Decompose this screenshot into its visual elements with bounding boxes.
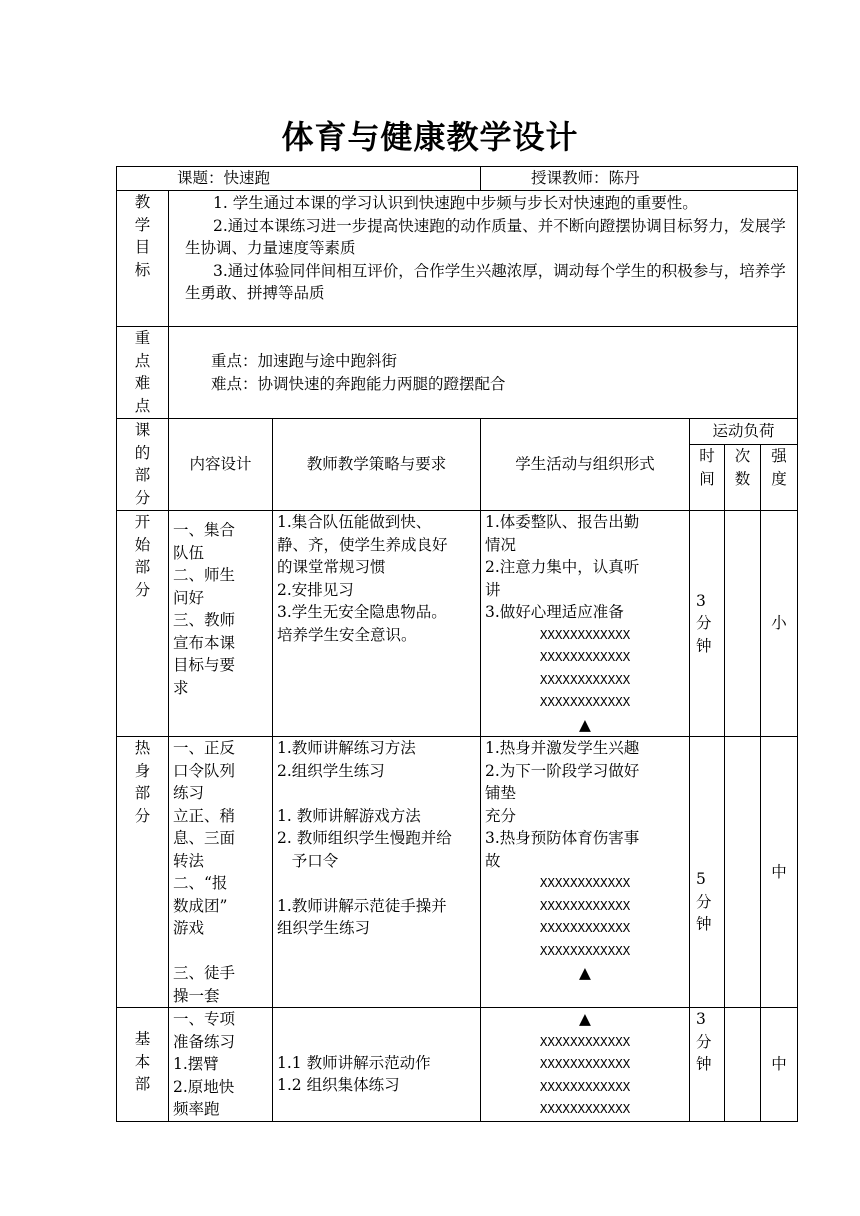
section-teacher: 1.集合队伍能做到快、 静、齐，使学生养成良好 的课堂常规习惯 2.安排见习 3.学生无安全隐患物品。 培养学生安全意识。: [273, 511, 481, 737]
formation-row: XXXXXXXXXXXX: [539, 694, 631, 709]
section-row-start: [117, 511, 798, 737]
section-teacher: 1.1 教师讲解示范动作 1.2 组织集体练习: [273, 1008, 481, 1122]
section-count: [725, 737, 761, 1008]
col-time: 时 间: [690, 445, 725, 511]
formation-row: XXXXXXXXXXXX: [539, 649, 631, 664]
section-student: [481, 511, 690, 737]
lesson-plan-table: [116, 166, 798, 1122]
section-intensity: 中: [761, 737, 798, 1008]
col-count: 次 数: [725, 445, 761, 511]
difficult-point: 难点：协调快速的奔跑能力两腿的蹬摆配合: [211, 374, 506, 393]
section-name: 开 始 部 分: [117, 511, 169, 737]
spacer: [277, 782, 476, 805]
section-content: 一、集合 队伍 二、师生 问好 三、教师 宣布本课 目标与要 求: [169, 511, 273, 737]
spacer: [277, 872, 476, 895]
objectives-row: [117, 191, 798, 327]
col-section: 课 的 部 分: [117, 419, 169, 511]
section-row-basic: [117, 1008, 798, 1122]
teacher-item: 2. 教师组织学生慢跑并给 予口令: [277, 829, 452, 870]
formation-row: XXXXXXXXXXXX: [539, 626, 631, 642]
key-point: 重点：加速跑与途中跑斜街: [211, 352, 398, 370]
section-name: 热 身 部 分: [117, 737, 169, 1008]
col-student: 学生活动与组织形式: [481, 419, 690, 511]
student-activity: 1.体委整队、报告出勤 情况 2.注意力集中，认真听 讲 3.做好心理适应准备: [485, 513, 640, 621]
section-count: [725, 1008, 761, 1122]
section-time: 5 分 钟: [690, 737, 725, 1008]
document-title: 体育与健康教学设计: [281, 118, 579, 156]
objective-item: 2.通过本课练习进一步提高快速跑的动作质量、并不断向蹬摆协调目标努力，发展学生协调、力量速度等素质: [185, 216, 786, 257]
objective-item: 1. 学生通过本课的学习认识到快速跑中步频与步长对快速跑的重要性。: [213, 194, 698, 212]
key-points-label: 重 点 难 点: [117, 327, 169, 419]
student-activity: 1.热身并激发学生兴趣 2.为下一阶段学习做好 铺垫 充分 3.热身预防体育伤害事 故: [485, 739, 640, 870]
section-intensity: 中: [761, 1008, 798, 1122]
teacher-position-icon: ▲: [579, 964, 591, 982]
formation-row: XXXXXXXXXXXX: [539, 1078, 631, 1094]
formation-row: XXXXXXXXXXXX: [539, 1056, 631, 1071]
teacher-item: 2.组织学生练习: [277, 761, 385, 780]
section-count: [725, 511, 761, 737]
section-student: [481, 737, 690, 1008]
section-time: 3 分 钟: [690, 1008, 725, 1122]
section-teacher: [273, 737, 481, 1008]
teacher-item: 1.教师讲解练习方法: [277, 739, 416, 757]
formation-row: XXXXXXXXXXXX: [539, 1101, 631, 1116]
column-header-row: [117, 419, 798, 445]
formation-row: XXXXXXXXXXXX: [539, 897, 631, 913]
col-load: 运动负荷: [690, 419, 798, 445]
section-content: 一、专项 准备练习 1.摆臂 2.原地快 频率跑: [169, 1008, 273, 1122]
objectives-body: [169, 191, 798, 327]
objectives-label: 教 学 目 标: [117, 191, 169, 327]
formation-row: XXXXXXXXXXXX: [539, 671, 631, 687]
formation-row: XXXXXXXXXXXX: [539, 920, 631, 935]
col-content: 内容设计: [169, 419, 273, 511]
objective-item: 3.通过体验同伴间相互评价，合作学生兴趣浓厚，调动每个学生的积极参与，培养学生勇敢、拼搏等品质: [185, 261, 786, 302]
formation-row: XXXXXXXXXXXX: [539, 875, 631, 890]
section-content: 一、正反 口令队列 练习 立正、稍 息、三面 转法 二、“报 数成团” 游戏 三、徒手 操一套: [169, 737, 273, 1008]
teacher-item: 1. 教师讲解游戏方法: [277, 806, 421, 825]
key-points-row: [117, 327, 798, 419]
formation-row: XXXXXXXXXXXX: [539, 1033, 631, 1049]
section-time: 3 分 钟: [690, 511, 725, 737]
col-intensity: 强 度: [761, 445, 798, 511]
lesson-teacher: 授课教师：陈丹: [481, 167, 798, 191]
section-row-warmup: [117, 737, 798, 1008]
teacher-position-icon: ▲: [579, 715, 591, 734]
section-student: [481, 1008, 690, 1122]
section-name: 基 本 部: [117, 1008, 169, 1122]
teacher-position-icon: ▲: [579, 1010, 591, 1028]
header-row: [117, 167, 798, 191]
formation-row: XXXXXXXXXXXX: [539, 942, 631, 958]
key-points-body: [169, 327, 798, 419]
col-teacher: 教师教学策略与要求: [273, 419, 481, 511]
section-intensity: 小: [761, 511, 798, 737]
lesson-topic: 课题：快速跑: [117, 167, 481, 191]
teacher-item: 1.教师讲解示范徒手操并 组织学生练习: [277, 896, 447, 937]
